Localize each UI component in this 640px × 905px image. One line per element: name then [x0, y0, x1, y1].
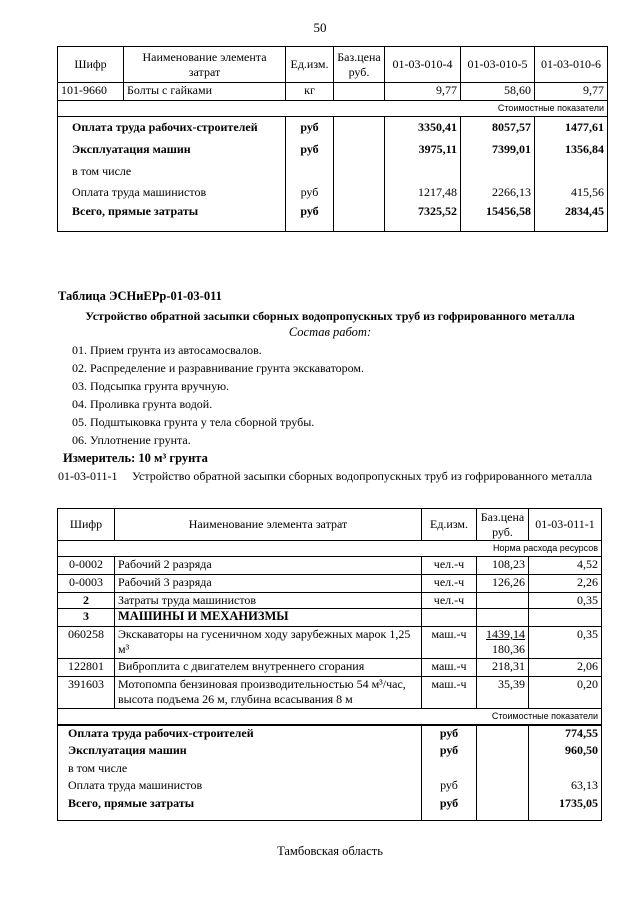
section-heading: Устройство обратной засыпки сборных водопропускных труб из гофрированного металла — [85, 309, 575, 323]
cost-name: Оплата труда машинистов — [58, 778, 422, 796]
row-price: 1439,14 — [486, 627, 525, 641]
norm-section-label: Норма расхода ресурсов — [58, 541, 602, 557]
bottom-table — [57, 508, 602, 821]
row-name: Экскаваторы на гусеничном ходу зарубежных марок 1,25 м³ — [115, 627, 422, 659]
cost-name: Оплата труда машинистов — [58, 182, 286, 204]
header-code: Шифр — [58, 509, 115, 541]
cost-unit: руб — [422, 796, 477, 820]
header-col-1: 01-03-011-1 — [529, 509, 602, 541]
cost-value-3: 415,56 — [535, 182, 608, 204]
cost-name: Эксплуатация машин — [58, 139, 286, 161]
row-price: 126,26 — [477, 575, 529, 593]
cost-value-2: 7399,01 — [461, 139, 535, 161]
item-description: Устройство обратной засыпки сборных водопропускных труб из гофрированного металла — [132, 469, 593, 483]
cost-value-1: 3975,11 — [385, 139, 461, 161]
row-unit: чел.-ч — [422, 575, 477, 593]
page-number: 50 — [313, 20, 327, 35]
meter-label: Измеритель: 10 м³ грунта — [63, 451, 208, 465]
header-unit: Ед.изм. — [286, 47, 334, 83]
row-name: МАШИНЫ И МЕХАНИЗМЫ — [115, 609, 422, 627]
row-name: Затраты труда машинистов — [115, 593, 422, 609]
row-value: 2,26 — [529, 575, 602, 593]
table-title: Таблица ЭСНиЕРр-01-03-011 — [58, 289, 222, 303]
header-name: Наименование элемента затрат — [115, 509, 422, 541]
table-row — [58, 677, 602, 709]
cost-section-label: Стоимостные показатели — [58, 709, 602, 726]
list-item: 02. Распределение и разравнивание грунта экскаватором. — [72, 361, 365, 375]
row-value: 0,35 — [529, 627, 602, 659]
cost-name: Оплата труда рабочих-строителей — [58, 117, 286, 139]
row-value-1: 9,77 — [385, 83, 461, 101]
item-code: 01-03-011-1 — [58, 469, 118, 483]
table-row — [58, 575, 602, 593]
list-item: 04. Проливка грунта водой. — [72, 397, 213, 411]
cost-unit: руб — [422, 743, 477, 761]
header-col-3: 01-03-010-6 — [535, 47, 608, 83]
header-name: Наименование элемента затрат — [124, 47, 286, 83]
cost-value-1: 3350,41 — [385, 117, 461, 139]
cost-row — [58, 725, 602, 743]
row-price: 108,23 — [477, 557, 529, 575]
row-name: Мотопомпа бензиновая производительностью 54 м³/час, высота подъема 26 м, глубина всасывания 8 м — [115, 677, 422, 709]
cost-name: Эксплуатация машин — [58, 743, 422, 761]
header-code: Шифр — [58, 47, 124, 83]
row-code: 0-0002 — [58, 557, 115, 575]
row-name: Рабочий 2 разряда — [115, 557, 422, 575]
row-code: 391603 — [58, 677, 115, 709]
row-name: Рабочий 3 разряда — [115, 575, 422, 593]
cost-value-2: 2266,13 — [461, 182, 535, 204]
row-name: Болты с гайками — [124, 83, 286, 101]
row-code: 060258 — [58, 627, 115, 659]
table-row — [58, 557, 602, 575]
row-value: 0,20 — [529, 677, 602, 709]
list-item: 01. Прием грунта из автосамосвалов. — [72, 343, 262, 357]
row-value: 4,52 — [529, 557, 602, 575]
cost-row — [58, 778, 602, 796]
cost-value-3: 2834,45 — [535, 204, 608, 232]
cost-unit: руб — [286, 117, 334, 139]
table-row — [58, 83, 608, 101]
cost-row-total — [58, 204, 608, 232]
cost-row — [58, 761, 602, 778]
table-row — [58, 627, 602, 659]
cost-row — [58, 139, 608, 161]
row-unit: чел.-ч — [422, 593, 477, 609]
cost-value-1: 1217,48 — [385, 182, 461, 204]
page-footer: Тамбовская область — [277, 844, 383, 858]
cost-name: Всего, прямые затраты — [58, 796, 422, 820]
list-item: 05. Подштыковка грунта у тела сборной трубы. — [72, 415, 315, 429]
row-unit: кг — [286, 83, 334, 101]
row-price: 218,31 — [477, 659, 529, 677]
cost-value-1: 7325,52 — [385, 204, 461, 232]
cost-unit: руб — [286, 139, 334, 161]
cost-value: 63,13 — [529, 778, 602, 796]
cost-value-2: 15456,58 — [461, 204, 535, 232]
cost-unit: руб — [422, 778, 477, 796]
header-price: Баз.цена руб. — [477, 509, 529, 541]
row-code: 2 — [58, 593, 115, 609]
cost-row-total — [58, 796, 602, 820]
header-col-1: 01-03-010-4 — [385, 47, 461, 83]
cost-value-2: 8057,57 — [461, 117, 535, 139]
row-unit: маш.-ч — [422, 627, 477, 659]
row-value: 0,35 — [529, 593, 602, 609]
table-row — [58, 593, 602, 609]
row-price — [334, 83, 385, 101]
cost-value: 1735,05 — [529, 796, 602, 820]
section-subheading: Состав работ: — [288, 325, 372, 339]
row-code: 101-9660 — [58, 83, 124, 101]
row-code: 3 — [58, 609, 115, 627]
cost-value: 960,50 — [529, 743, 602, 761]
cost-name: Оплата труда рабочих-строителей — [58, 725, 422, 743]
row-price: 35,39 — [477, 677, 529, 709]
header-unit: Ед.изм. — [422, 509, 477, 541]
row-value-3: 9,77 — [535, 83, 608, 101]
cost-row — [58, 743, 602, 761]
cost-unit: руб — [286, 182, 334, 204]
cost-name: в том числе — [58, 161, 286, 182]
row-unit: маш.-ч — [422, 659, 477, 677]
cost-row — [58, 182, 608, 204]
row-code: 122801 — [58, 659, 115, 677]
row-value-2: 58,60 — [461, 83, 535, 101]
row-price — [477, 593, 529, 609]
header-price: Баз.цена руб. — [334, 47, 385, 83]
cost-value-3: 1356,84 — [535, 139, 608, 161]
list-item: 06. Уплотнение грунта. — [72, 433, 191, 447]
row-name: Виброплита с двигателем внутреннего сгорания — [115, 659, 422, 677]
cost-row — [58, 117, 608, 139]
row-price-secondary: 180,36 — [492, 642, 525, 656]
row-code: 0-0003 — [58, 575, 115, 593]
row-unit: чел.-ч — [422, 557, 477, 575]
row-value: 2,06 — [529, 659, 602, 677]
cost-name: в том числе — [58, 761, 422, 778]
cost-unit: руб — [286, 204, 334, 232]
row-unit: маш.-ч — [422, 677, 477, 709]
table-row — [58, 609, 602, 627]
top-table — [57, 46, 608, 232]
header-col-2: 01-03-010-5 — [461, 47, 535, 83]
cost-section-label: Стоимостные показатели — [58, 101, 608, 117]
cost-row — [58, 161, 608, 182]
cost-value-3: 1477,61 — [535, 117, 608, 139]
list-item: 03. Подсыпка грунта вручную. — [72, 379, 230, 393]
cost-unit: руб — [422, 725, 477, 743]
table-row — [58, 659, 602, 677]
cost-name: Всего, прямые затраты — [58, 204, 286, 232]
cost-value: 774,55 — [529, 725, 602, 743]
